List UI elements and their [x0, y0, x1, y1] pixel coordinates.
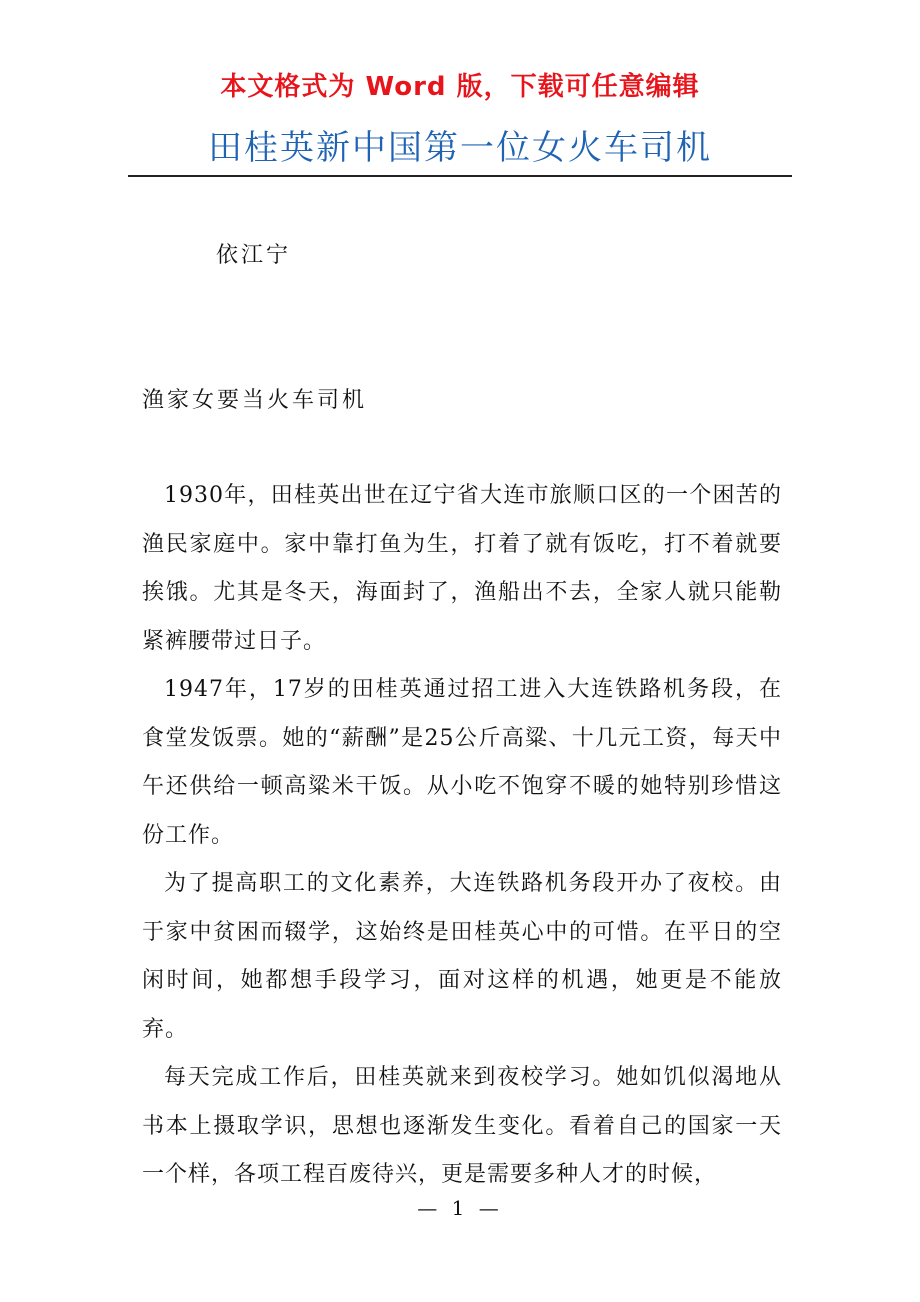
paragraph: 每天完成工作后，田桂英就来到夜校学习。她如饥似渴地从书本上摄取学识，思想也逐渐发生变化。看着自己的国家一天一个样，各项工程百废待兴，更是需要多种人才的时候， [142, 1065, 782, 1187]
paragraph: 1947年，17岁的田桂英通过招工进入大连铁路机务段，在食堂发饭票。她的“薪酬”是25公斤高粱、十几元工资，每天中午还供给一顿高粱米干饭。从小吃不饱穿不暖的她特别珍惜这份工作。 [142, 677, 782, 848]
page-number: — 1 — [417, 1196, 503, 1220]
document-title: 田桂英新中国第一位女火车司机 [208, 128, 712, 168]
article-body [142, 472, 782, 1200]
author-name: 依江宁 [216, 243, 292, 268]
format-notice-banner: 本文格式为 Word 版，下载可任意编辑 [220, 72, 700, 102]
paragraph: 1930年，田桂英出世在辽宁省大连市旅顺口区的一个困苦的渔民家庭中。家中靠打鱼为生，打着了就有饭吃，打不着就要挨饿。尤其是冬天，海面封了，渔船出不去，全家人就只能勒紧裤腰带过日子。 [142, 483, 782, 654]
section-heading: 渔家女要当火车司机 [142, 388, 368, 413]
paragraph: 为了提高职工的文化素养，大连铁路机务段开办了夜校。由于家中贫困而辍学，这始终是田桂英心中的可惜。在平日的空闲时间，她都想手段学习，面对这样的机遇，她更是不能放弃。 [142, 871, 782, 1042]
title-divider [128, 175, 792, 177]
